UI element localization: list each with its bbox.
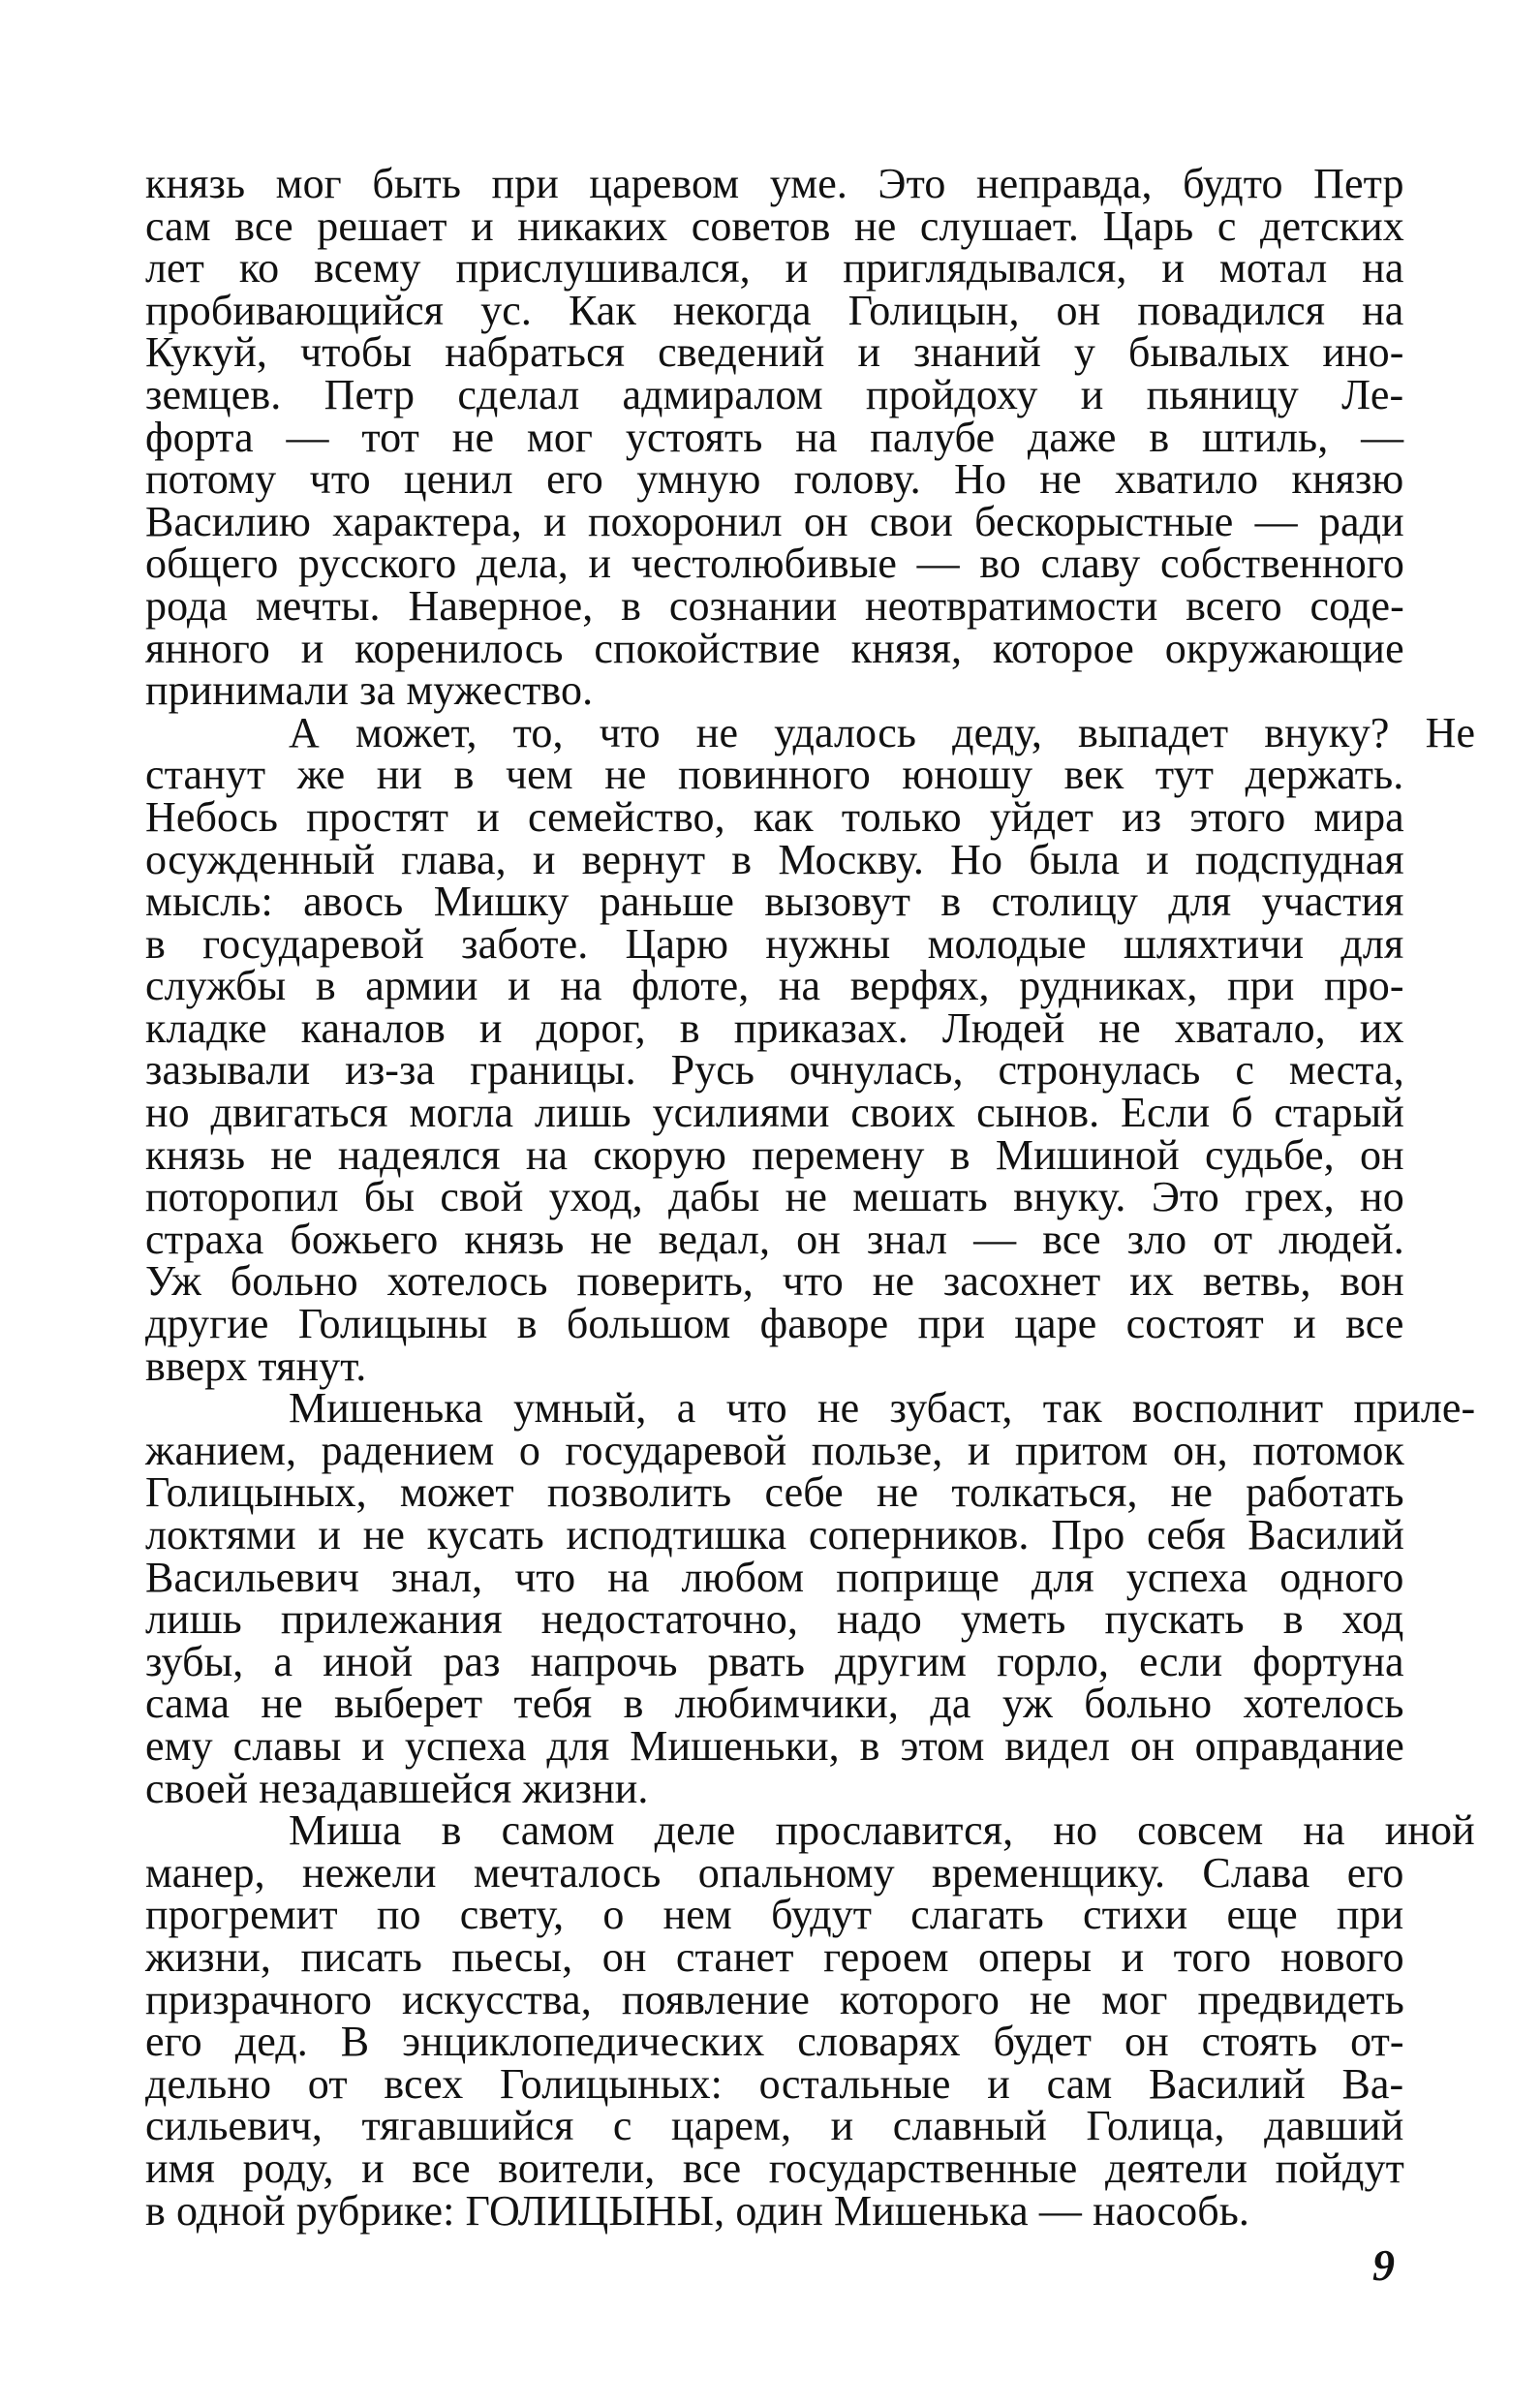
text-line: князь не надеялся на скорую перемену в Мишиной судьбе, он	[145, 1130, 1404, 1179]
page-number: 9	[1372, 2240, 1395, 2290]
text-line: Голицыных, может позволить себе не толкаться, не работать	[145, 1468, 1404, 1517]
body-text	[145, 160, 1476, 2235]
text-line: прогремит по свету, о нем будут слагать стихи еще при	[145, 1891, 1404, 1939]
text-line: дельно от всех Голицыных: остальные и сам Василий Ва-	[145, 2059, 1404, 2108]
text-line: Миша в самом деле прославится, но совсем на иной	[289, 1806, 1475, 1855]
text-line: потому что ценил его умную голову. Но не хватило князю	[145, 455, 1404, 504]
text-line: своей незадавшейся жизни.	[145, 1764, 649, 1812]
text-line: зубы, а иной раз напрочь рвать другим горло, если фортуна	[145, 1637, 1404, 1685]
text-line: призрачного искусства, появление которого не мог предвидеть	[145, 1975, 1404, 2023]
text-line: форта — тот не мог устоять на палубе даже в штиль, —	[145, 413, 1404, 461]
text-line: Мишенька умный, а что не зубаст, так восполнит приле-	[289, 1384, 1476, 1433]
text-line: кладке каналов и дорог, в приказах. Людей не хватало, их	[145, 1003, 1404, 1052]
paragraph	[145, 708, 1476, 1390]
text-line: Небось простят и семейство, как только уйдет из этого мира	[145, 792, 1404, 841]
text-line: А может, то, что не удалось деду, выпадет внуку? Не	[289, 708, 1476, 756]
text-line: страха божьего князь не ведал, он знал — все зло от людей.	[145, 1215, 1404, 1263]
text-line: общего русского дела, и честолюбивые — во славу собственного	[145, 540, 1404, 588]
text-line: Василию характера, и похоронил он свои бескорыстные — ради	[145, 497, 1404, 545]
text-line: осужденный глава, и вернут в Москву. Но была и подспудная	[145, 835, 1404, 883]
text-line: зазывали из-за границы. Русь очнулась, стронулась с места,	[145, 1046, 1404, 1095]
text-line: службы в армии и на флоте, на верфях, рудниках, при про-	[145, 962, 1404, 1010]
paragraph	[145, 160, 1404, 715]
text-line: мысль: авось Мишку раньше вызовут в столицу для участия	[145, 878, 1404, 926]
text-line: жанием, радением о государевой пользе, и притом он, потомок	[145, 1426, 1404, 1474]
text-line: станут же ни в чем не повинного юношу век тут держать.	[145, 751, 1404, 799]
text-line: земцев. Петр сделал адмиралом пройдоху и пьяницу Ле-	[145, 370, 1404, 418]
paragraph	[145, 1806, 1475, 2235]
text-line: сам все решает и никаких советов не слушает. Царь с детских	[145, 201, 1404, 250]
text-line: другие Голицыны в большом фаворе при царе состоят и все	[145, 1300, 1404, 1348]
text-line: ему славы и успеха для Мишеньки, в этом видел он оправдание	[145, 1721, 1404, 1770]
text-line: принимали за мужество.	[145, 666, 594, 715]
text-line: Уж больно хотелось поверить, что не засохнет их ветвь, вон	[145, 1257, 1404, 1306]
text-line: в одной рубрике: ГОЛИЦЫНЫ, один Мишенька — наособь.	[145, 2186, 1250, 2235]
text-line: янного и коренилось спокойствие князя, которое окружающие	[145, 624, 1404, 672]
text-line: Васильевич знал, что на любом поприще для успеха одного	[145, 1553, 1404, 1601]
text-line: лет ко всему прислушивался, и приглядывался, и мотал на	[145, 244, 1404, 293]
text-line: но двигаться могла лишь усилиями своих сынов. Если б старый	[145, 1089, 1404, 1137]
text-line: поторопил бы свой уход, дабы не мешать внуку. Это грех, но	[145, 1173, 1404, 1221]
text-line: рода мечты. Наверное, в сознании неотвратимости всего соде-	[145, 581, 1404, 630]
text-line: его дед. В энциклопедических словарях будет он стоять от-	[145, 2018, 1404, 2066]
text-line: вверх тянут.	[145, 1342, 367, 1390]
text-line: сама не выберет тебя в любимчики, да уж больно хотелось	[145, 1680, 1404, 1728]
text-line: манер, нежели мечталось опальному временщику. Слава его	[145, 1848, 1404, 1897]
text-line: жизни, писать пьесы, он станет героем оперы и того нового	[145, 1932, 1404, 1981]
text-line: сильевич, тягавшийся с царем, и славный Голица, давший	[145, 2102, 1404, 2150]
text-line: локтями и не кусать исподтишка соперников. Про себя Василий	[145, 1511, 1404, 1558]
paragraph	[145, 1384, 1476, 1812]
text-line: князь мог быть при царевом уме. Это неправда, будто Петр	[145, 160, 1404, 207]
text-line: имя роду, и все воители, все государственные деятели пойдут	[145, 2144, 1404, 2192]
text-line: пробивающийся ус. Как некогда Голицын, он повадился на	[145, 286, 1404, 334]
text-line: в государевой заботе. Царю нужны молодые шляхтичи для	[145, 919, 1404, 968]
text-line: Кукуй, чтобы набраться сведений и знаний у бывалых ино-	[145, 328, 1404, 377]
text-line: лишь прилежания недостаточно, надо уметь пускать в ход	[145, 1595, 1404, 1644]
